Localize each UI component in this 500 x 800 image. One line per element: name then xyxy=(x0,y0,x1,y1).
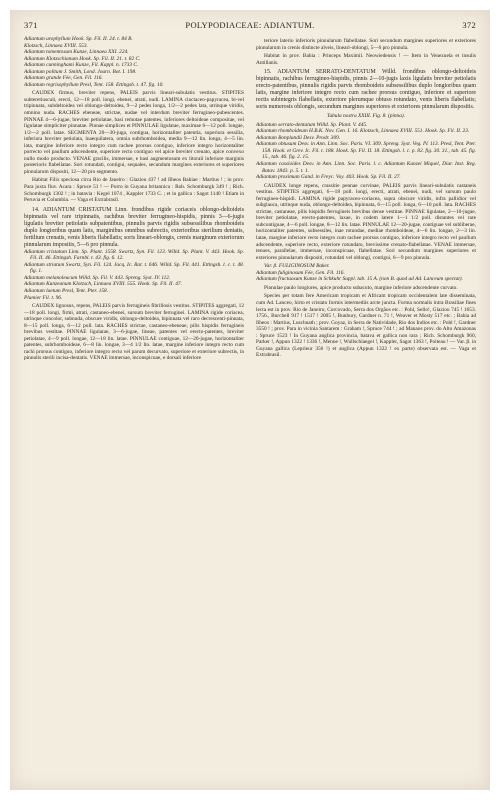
synonym-line: Adiantum fuliginosum Fée, Gen. Fil. 116. xyxy=(256,269,345,276)
description-paragraph: Habitat Filix speciosa circa Rio de Janeiro : Glaziou 437 ! ad Ilheos Bahiae : Martius ! ; in prov. Para juxta fluv. Acara : Spruce 51 ! — Porro in Guyana britannica : Rob. Schomburgk 349 ! ; Rich. Schomburgk 1302 ! ; in batavia : Kegel 1074 , Kappler 1733 C. ; et in gallica : Sagot 1140 ! Etiam in Peruvia et Columbia. — Vaga et Extrabrasil. xyxy=(24,177,244,204)
description-paragraph: CAUDEX lignosus, repens, PALEIS parvis ferrugineis fibrillosis vestitus. STIPITES aggregati, 12—18 poll. longi, firmi, atrati, castaneo-ebenei, sursum breviter ferruginei. LAMINA rigide coriacea, utrinque concolor, subnuda, obscure viridis, oblongo-deltoidea, bipinnata vel raro decrescenti-pinnata, 8—15 poll. longa, 6—12 poll. lata. RACHES strictae, castaneo-ebeneae, pilis hispidis ferrugineis brevibus vestitae. PINNAE ligulatae, 3—6-jugae, lineae, patentes vel erecto-patentes, breviter petiolatae, 4—9 poll. longae, 12—18 lin. latae. PINNULAE contiguae, 12—20-jugae, horizontaliter patentes, subrhomboideae, 6—8 lin. longae, 3—4 1/2 lin. latae, margine inferiore integro recto cum rachi prorsus contiguo, inferiore integro recto vel parum decurvato, superiore et exteriore subrectis, in pinnulis sterili incisa-dentatis. VENAE immersae, inconspicuae, e dorsali inferiore xyxy=(24,303,244,362)
description-paragraph: Species per totam fere Americam tropicam et Africam tropicam occidentalem late disseminata, cum Ad. Lanceo, hirto et cristato formis intermediis arcte juncta. Forma normalis intra Brasiliae fines lecta est in prov. Rio de Janeiro, Corcovado, Serra dos Orgãos etc. : Pohl, Sello!, Glaziou 745 ! 1653. 1756., Burchell 917 ! 1517 ! 2005 !, Bunbury, Gardner n. 71 !, Weaver et Mosty 517 etc. ; Bahia ad Ilheos : Martius, Luschnath ; prov. Goyaz, in Serra de Natividade, Rio dos Indios etc. : Pohl !, Gardner 3550 ! ; prov. Para in vicinia Santarem : Graham !, Spruce 744 ! ; ad Manaos prov. do Alto Amazonas : Spruce 1523 ! In Guyana anglica provincia, batava et gallica non rara ; Rich. Schomburgk 960, Parker !, Appun 1322 ! 1336 !, Menne !, Wullschlaegel !, Kappler, Sagot 1363 !, Poiteau ! — Var. β. in Guyana gallica (Leprieur 356 !) et anglica (Appun 1322 ! ex parte) observata est. — Vaga et Extrabrasil. xyxy=(256,293,476,359)
synonym-line: Adiantum fructuosum Kunze in Schkuhr Suppl. tab. 15 A. (non B. quod ad Ad. Lanceum spectat). xyxy=(256,276,463,283)
synonym-line: Adiantum cristatum Linn. Sp. Plant. 1558. Swartz, Syn. Fil. 123. Willd. Sp. Plant. V. 443. Hook. Sp. Fil. II. 46. Ettingsh. Farnbl. t. 43. fig. 6. 12. xyxy=(24,248,244,262)
synonym-line: Adiantum Klotzschianum Hook. Sp. Fil. II. 21. t. 82 C. xyxy=(24,55,141,62)
synonym-line: Adiantum melanoleucum Willd. Sp. Fil. V. 443. Spreng. Syst. IV. 112. xyxy=(24,274,171,281)
page-number-right: 372 xyxy=(462,20,476,30)
synonym-line: Adiantum cunninghami Kunze, Fil. Kappl. n. 1733 C. xyxy=(24,62,139,69)
synonym-line: Adiantum grande Fée, Gen. Fil. 116. xyxy=(24,75,103,82)
book-page xyxy=(10,10,490,790)
page-number-left: 371 xyxy=(24,20,38,30)
running-head xyxy=(24,20,476,32)
synonym-line: Adiantum cassioides Desv. in Ann. Linn. Soc. Paris. l. c. Adiantum Kunzei Miquel, Diar. Inst. Reg. Batav. 1843. p. 5. t. 1. xyxy=(256,161,476,174)
synonym-line: Adiantum obtusum Desv. in Ann. Linn. Soc. Paris. VI. 309. Spreng. Syst. Veg. IV. 113. Presl, Tent. Pter. 158. Hook. et Grev. Ic. Fil. t. 188. Hook. Sp. Fil. II. 18. Ettingsh. l. c. p. 82. fig. 30. 31., tab. 45. fig. 15., tab. 46. fig. 2. 15. xyxy=(256,141,476,161)
running-title: POLYPODIACEAE: ADIANTUM. xyxy=(185,20,315,30)
synonym-line: Adiantum politum J. Smith, Lond. Journ. Bot. I. 198. xyxy=(24,68,137,75)
variety-heading: Var. β. FULIGINOSUM Baker. xyxy=(264,263,330,270)
synonym-line: Adiantum Bonplandii Desv. Prodr. 309. xyxy=(256,134,341,141)
synonym-line: Adiantum serrato-dentatum Willd. Sp. Plant. V. 445. xyxy=(256,121,368,128)
text-column-left xyxy=(24,36,244,780)
synonym-line: Adiantum proximum Gand. in Freyc. Voy. 403. Hook. Sp. Fil. II. 27. xyxy=(256,174,401,181)
text-column-right xyxy=(256,36,476,780)
description-paragraph: teriore laterio inferioris pinnularum flabellatae. Sori secundum margines superiores et exteriores pinnularum in crenis distincte alveis, lineari-oblongi, 5—6 pro pinnula. xyxy=(256,38,476,51)
description-paragraph: Habitat in prov. Bahia : Princeps Maximil. Neowiedensis ! — Item in Venezuela et insulis Antillanis. xyxy=(256,53,476,66)
species-heading: 15. ADIANTUM SERRATO-DENTATUM Willd. frondibus oblongo-deltoideis bipinnatis, rachibus ferrugineo-hispidis, pinnis 2—10-jugis laxis ligulatis breviter petiolatis erecto-patentibus, pinnulis rigidis parvis rhomboideis subsessilibus duplo longioribus quam latis, margine inferiore integro recto cum rachee prorsus contiguo, inferiore et superiore rectis subintegris flabellatis, exteriore plerumque obtuso rotundato, venis liberis flabellatis; soris numerosis oblongis, secundum margines superiores et exteriores pinnularum dispositis. xyxy=(256,69,476,111)
synonym-line: Plumier Fil. t. 96. xyxy=(24,294,63,301)
synonym-line: Adiantum laetum Presl, Tent. Pter. 158. xyxy=(24,287,109,294)
synonym-line: Adiantum regrisophyllum Presl, Tent. 158. Ettingsh. t. 47. fig. 10. xyxy=(24,81,164,88)
synonym-line: Adiantum urophyllum Hook. Sp. Fil. II. 24. t. 84 B. xyxy=(24,36,133,42)
synonym-line: Adiantum striatum Swartz, Syn. Fil. 124. Jacq. Ic. Rar. t. 646. Willd. Sp. Fil. 441. Ettingsh. l. c. t. 48. fig. 1. xyxy=(24,261,244,275)
synonym-line: Klotzsch, Linnaea XVIII. 553. xyxy=(24,42,88,49)
synonym-line: Adiantum tomentosum Kunze, Linnaea XXI. 224. xyxy=(24,49,129,56)
description-paragraph: CAUDEX firmus, breviter repens, PALEIS parvis lineari-subulatis vestitus. STIPITES subteretiusculi, erecti, 12—18 poll. longi, ebenei, atrati, nudi. LAMINA cinctaceo-papyracea, bi-vel tripinnata, subdeltoidea vel oblongo-deltoidea, 9—2 pedes longa, 1/2—2 pedes lata, utrinque viridis, omnino nuda. RACHES ebeneae, strictae, nudae vel interdum breviter ferrugineo-pubescentes. PINNAE 4—6-jugae, breviter petiolatae, basi remotae patentes, inferiores deltoideae compositae, vel ligulatae simpliciter pinnatae. Pinnae simplices et PINNULAE ligulatae, maximae 6—12 poll. longae, 1/2—2 poll. latae. SEGMENTA 20—30-juga, contigua, horizontaliter patentia, superiora sessilia, inferiora breviter petiolata, inaequilatera, omnia subrhomboidea, media 9—12 lin. longa, 4—5 lin. lata, margine inferiore recto integro cum rachee prorsus contiguo, inferiore integro horizontaliter porrecto vel paullum adscendente, superiore recto contiguo vel apice breviter crenato, apice convexo nullo modo producto. VENAE gracilis, immersae, e basi augmentosum ex litorali inferiore marginis posterioris flabellatae. Sori rotundati, contigui, sequales, secundum margines exteriores et superiores pinnularum dispositi, 12—20 pro segmento. xyxy=(24,90,244,175)
synonym-line: Adiantum Kunzeanum Klotzsch, Linnaea XVIII. 555. Hook. Sp. Fil. II. 47. xyxy=(24,281,182,288)
description-paragraph: Pinnulae paulo longiores, apice producto subacuto, margine inferiore adscendente curvato. xyxy=(264,284,458,291)
synonym-line: Adiantum rhomboideum H.B.K. Nov. Gen. I. 16. Klotzsch, Linnaea XVIII. 551. Hook. Sp. Fil. II. 23. xyxy=(256,128,470,135)
species-heading: 14. ADIANTUM CRISTATUM Linn. frondibus rigide coriaceis oblongo-deltoideis bipinnatis vel rare tripinnatis, rachibus breviter ferrugineo-hispidis, pinnis 3—6-jugis ligulatis breviter petiolatis subpatentibus, pinnulis parvis rigidis subsessilibus rhomboideis duplo longioribus quam latis, marginibus omnibus subrectis, exterioribus sterilium dentatis, fertilium crenatis, venis liberis flabellatis; soris lineari-oblongis, crenis marginum exteriorum pinnularum impositis, 5—6 pro pinnula. xyxy=(24,206,244,248)
plate-reference: Tabula nostra XXIII. Fig. 8. (pinna). xyxy=(326,113,406,120)
description-paragraph: CAUDEX longe repens, crassitie pennae corvinae, PALEIS parvis lineari-subulatis castaneis vestitus. STIPITES aggregati, 6—18 poll. longi, erecti, atrati, ebenei, nudi, vel sursum paulo ferrugineo-hispidi. LAMINA rigide papyraceo-coriacea, supra obscure viridis, infra pallidior vel subglauca, utrinque nuda, oblongo-deltoidea, bipinnata, 6—15 poll. longa, 6—10 poll. lata. RACHES strictae, castaneae, pilis hispidis ferrugineis brevibus dense vestitae. PINNAE ligulatae, 2—10-jugae, breviter petiolatae, erecto-patentes, laxae, in codem latere 1—1 1/2 poll. distantes vel rare subcontiguae, 4—6 poll. longae, 8—12 lin. latae. PINNULAE 12—20-jugae, contiguae vel subliberae, horizontaliter patentes, subsessiles, inae rotundae, mediae rhomboideae, 4—6 lin. longae, 2—3 lin. latae, margine inferiore recto integro cum rachee prorsus contiguo, inferiore integro recto vel paullum adscendente, superiore recto, exteriore rotundato, brevissime crenato-flabellatae. VENAE immersae, tenues, parallelae, immersae, inconspicuae, flabellatae. Sori secundum margines superiores et exteriores pinnularum dispositi, rotundati vel oblongi, contigui, 6—9 pro pinnula. xyxy=(256,182,476,261)
